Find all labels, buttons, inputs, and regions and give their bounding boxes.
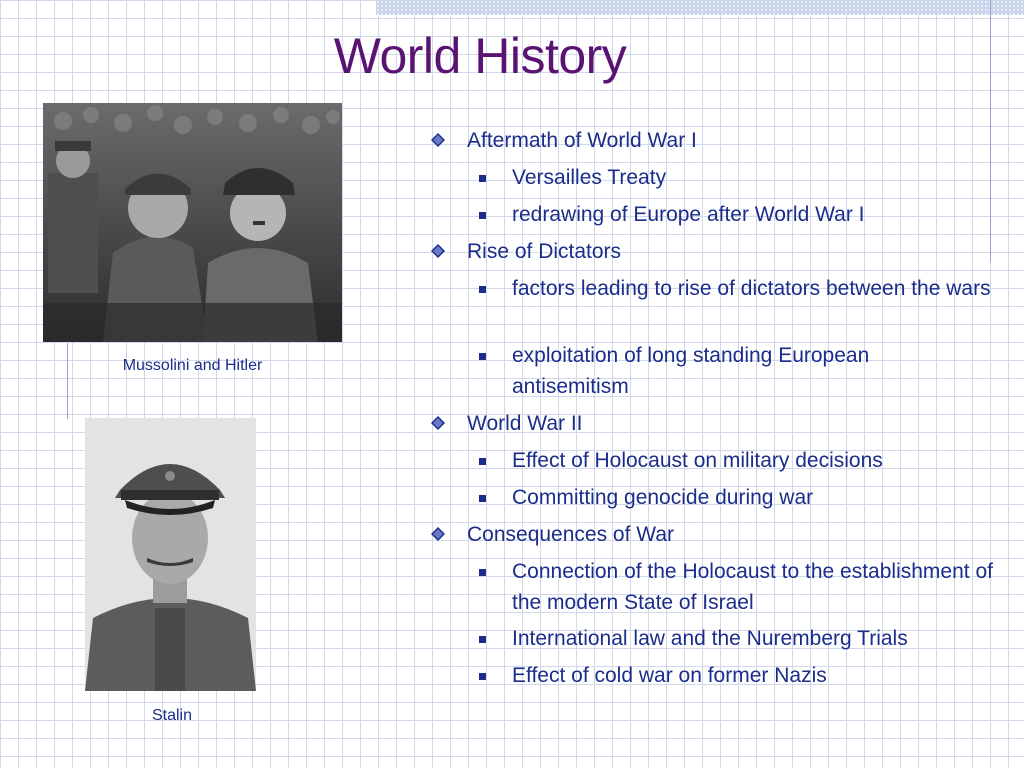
list-item: [512, 623, 1012, 654]
list-item: [512, 482, 1012, 513]
list-item: [512, 162, 1012, 193]
list-item: [512, 273, 1002, 304]
photo-mussolini-hitler: [43, 103, 342, 342]
section-heading: [467, 522, 674, 548]
list-item: [512, 660, 1012, 691]
list-item-text: Versailles Treaty: [512, 166, 667, 189]
diamond-bullet-icon: [431, 416, 445, 430]
decorative-vertical-line: [67, 343, 68, 419]
section-heading: [467, 411, 583, 437]
section-heading: [467, 239, 621, 265]
section-heading-text: Consequences of War: [467, 523, 674, 546]
square-bullet-icon: [479, 175, 486, 182]
top-decorative-strip: [376, 0, 1024, 15]
list-item-text: exploitation of long standing European antisemitism: [512, 344, 870, 398]
list-item: [512, 556, 1012, 618]
diamond-bullet-icon: [431, 527, 445, 541]
diamond-bullet-icon: [431, 244, 445, 258]
list-item: [512, 340, 962, 402]
list-item-text: Connection of the Holocaust to the establishment of the modern State of Israel: [512, 560, 993, 614]
photo-caption: Mussolini and Hitler: [122, 357, 263, 374]
square-bullet-icon: [479, 569, 486, 576]
list-item: [512, 445, 1012, 476]
section-heading-text: Rise of Dictators: [467, 240, 622, 263]
square-bullet-icon: [479, 212, 486, 219]
square-bullet-icon: [479, 495, 486, 502]
list-item-text: redrawing of Europe after World War I: [512, 203, 865, 226]
list-item: [512, 199, 1012, 230]
section-heading-text: World War II: [467, 412, 583, 435]
square-bullet-icon: [479, 458, 486, 465]
square-bullet-icon: [479, 636, 486, 643]
list-item-text: International law and the Nuremberg Trials: [512, 627, 908, 650]
photo-stalin: [85, 418, 256, 691]
square-bullet-icon: [479, 353, 486, 360]
diamond-bullet-icon: [431, 133, 445, 147]
photo-caption: Stalin: [151, 707, 193, 724]
section-heading-text: Aftermath of World War I: [467, 129, 697, 152]
list-item-text: Committing genocide during war: [512, 486, 814, 509]
section-heading: [467, 128, 697, 154]
slide-title: World History: [333, 28, 627, 84]
list-item-text: factors leading to rise of dictators between the wars: [512, 277, 991, 300]
square-bullet-icon: [479, 286, 486, 293]
list-item-text: Effect of cold war on former Nazis: [512, 664, 827, 687]
list-item-text: Effect of Holocaust on military decisions: [512, 449, 883, 472]
square-bullet-icon: [479, 673, 486, 680]
